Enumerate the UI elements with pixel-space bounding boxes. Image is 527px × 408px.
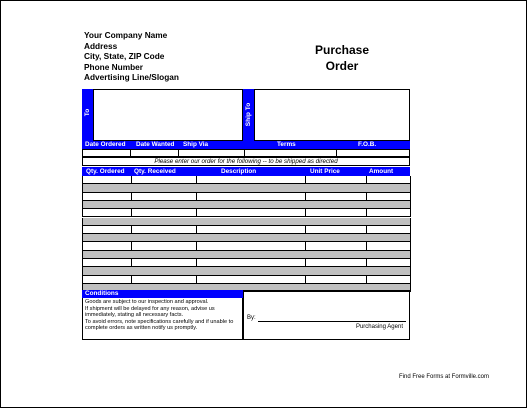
amount-cell[interactable]	[365, 259, 411, 267]
to-address-box[interactable]	[93, 89, 243, 141]
company-phone: Phone Number	[84, 61, 144, 72]
qty-received-cell[interactable]	[130, 176, 197, 184]
item-row	[82, 209, 410, 217]
description-cell[interactable]	[195, 276, 306, 284]
item-row	[82, 176, 410, 184]
to-label: To	[84, 108, 91, 117]
order-info-header	[82, 141, 410, 149]
qty-received-cell[interactable]	[130, 242, 197, 250]
condition-line: If shipment will be delayed for any reason, advise us	[85, 305, 215, 312]
company-address: Address	[84, 40, 118, 51]
description-cell[interactable]	[195, 267, 306, 275]
amount-cell[interactable]	[365, 267, 411, 275]
header-qty-ordered: Qty. Ordered	[86, 168, 125, 175]
header-unit-price: Unit Price	[310, 168, 340, 175]
item-row	[82, 251, 410, 259]
item-row	[82, 218, 410, 226]
item-row	[82, 184, 410, 192]
amount-cell[interactable]	[365, 209, 411, 217]
date-wanted-field[interactable]	[130, 149, 179, 157]
description-cell[interactable]	[195, 184, 306, 192]
unit-price-cell[interactable]	[304, 242, 367, 250]
item-row	[82, 276, 410, 284]
qty-ordered-cell[interactable]	[82, 184, 132, 192]
unit-price-cell[interactable]	[304, 234, 367, 242]
by-label: By:	[247, 315, 256, 321]
qty-ordered-cell[interactable]	[82, 251, 132, 259]
company-name: Your Company Name	[84, 30, 168, 40]
description-cell[interactable]	[195, 226, 306, 234]
item-row	[82, 193, 410, 201]
unit-price-cell[interactable]	[304, 218, 367, 226]
amount-cell[interactable]	[365, 218, 411, 226]
unit-price-cell[interactable]	[304, 267, 367, 275]
qty-ordered-cell[interactable]	[82, 234, 132, 242]
amount-cell[interactable]	[365, 193, 411, 201]
qty-received-cell[interactable]	[130, 201, 197, 209]
unit-price-cell[interactable]	[304, 201, 367, 209]
qty-received-cell[interactable]	[130, 276, 197, 284]
condition-line: Goods are subject to our inspection and approval.	[85, 299, 209, 305]
qty-received-cell[interactable]	[130, 259, 197, 267]
document-title-line2: Order	[325, 58, 359, 73]
ship-to-label: Ship To	[245, 102, 252, 127]
qty-received-cell[interactable]	[130, 251, 197, 259]
qty-received-cell[interactable]	[130, 193, 197, 201]
condition-line: immediately, stating all necessary facts.	[85, 312, 184, 318]
footer-text: Find Free Forms at Formville.com	[399, 374, 490, 380]
conditions-text	[82, 298, 243, 340]
qty-ordered-cell[interactable]	[82, 242, 132, 250]
fob-field[interactable]	[336, 149, 410, 157]
amount-cell[interactable]	[365, 242, 411, 250]
description-cell[interactable]	[195, 209, 306, 217]
description-cell[interactable]	[195, 218, 306, 226]
unit-price-cell[interactable]	[304, 226, 367, 234]
unit-price-cell[interactable]	[304, 251, 367, 259]
qty-ordered-cell[interactable]	[82, 267, 132, 275]
description-cell[interactable]	[195, 251, 306, 259]
qty-received-cell[interactable]	[130, 226, 197, 234]
condition-line: To avoid errors, note specifications carefully and if unable to	[85, 318, 234, 325]
qty-ordered-cell[interactable]	[82, 176, 132, 184]
unit-price-cell[interactable]	[304, 184, 367, 192]
qty-ordered-cell[interactable]	[82, 218, 132, 226]
purchasing-agent-label: Purchasing Agent	[355, 324, 403, 330]
header-ship-via: Ship Via	[183, 141, 209, 148]
item-row	[82, 226, 410, 234]
description-cell[interactable]	[195, 176, 306, 184]
description-cell[interactable]	[195, 234, 306, 242]
company-info	[84, 30, 179, 83]
qty-received-cell[interactable]	[130, 234, 197, 242]
amount-cell[interactable]	[365, 251, 411, 259]
company-city-state-zip: City, State, ZIP Code	[84, 51, 165, 62]
signature-line	[258, 321, 406, 322]
unit-price-cell[interactable]	[304, 209, 367, 217]
qty-received-cell[interactable]	[130, 218, 197, 226]
qty-ordered-cell[interactable]	[82, 209, 132, 217]
description-cell[interactable]	[195, 193, 306, 201]
header-amount: Amount	[369, 168, 394, 175]
qty-ordered-cell[interactable]	[82, 193, 132, 201]
amount-cell[interactable]	[365, 226, 411, 234]
document-title-line1: Purchase	[314, 43, 370, 57]
ship-to-label-bar	[243, 89, 254, 141]
document-title	[296, 43, 388, 74]
unit-price-cell[interactable]	[304, 193, 367, 201]
header-date-wanted: Date Wanted	[136, 141, 175, 148]
description-cell[interactable]	[195, 201, 306, 209]
order-info-row	[82, 149, 410, 157]
item-row	[82, 242, 410, 250]
header-date-ordered: Date Ordered	[85, 141, 126, 148]
conditions-header: Conditions	[82, 290, 243, 298]
qty-ordered-cell[interactable]	[82, 259, 132, 267]
ship-to-address-box[interactable]	[254, 89, 410, 141]
unit-price-cell[interactable]	[304, 176, 367, 184]
qty-ordered-cell[interactable]	[82, 201, 132, 209]
condition-line: complete orders as written notify us promptly.	[85, 325, 198, 331]
date-ordered-field[interactable]	[82, 149, 131, 157]
to-label-bar	[82, 89, 93, 141]
qty-received-cell[interactable]	[130, 267, 197, 275]
qty-ordered-cell[interactable]	[82, 226, 132, 234]
signature-box[interactable]	[243, 290, 410, 340]
item-row	[82, 259, 410, 267]
description-cell[interactable]	[195, 259, 306, 267]
item-row	[82, 267, 410, 275]
header-description: Description	[221, 168, 257, 175]
header-fob: F.O.B.	[358, 141, 377, 148]
terms-field[interactable]	[244, 149, 337, 157]
item-row	[82, 201, 410, 209]
qty-ordered-cell[interactable]	[82, 276, 132, 284]
qty-received-cell[interactable]	[130, 209, 197, 217]
item-row	[82, 234, 410, 242]
company-slogan: Advertising Line/Slogan	[84, 72, 179, 83]
amount-cell[interactable]	[365, 234, 411, 242]
ship-via-field[interactable]	[178, 149, 245, 157]
header-qty-received: Qty. Received	[134, 168, 176, 175]
items-header	[82, 167, 410, 176]
order-note: Please enter our order for the following -- to be shipped as directed	[82, 157, 410, 166]
unit-price-cell[interactable]	[304, 259, 367, 267]
description-cell[interactable]	[195, 242, 306, 250]
amount-cell[interactable]	[365, 176, 411, 184]
amount-cell[interactable]	[365, 184, 411, 192]
qty-received-cell[interactable]	[130, 184, 197, 192]
amount-cell[interactable]	[365, 201, 411, 209]
unit-price-cell[interactable]	[304, 276, 367, 284]
header-terms: Terms	[277, 141, 296, 148]
amount-cell[interactable]	[365, 276, 411, 284]
